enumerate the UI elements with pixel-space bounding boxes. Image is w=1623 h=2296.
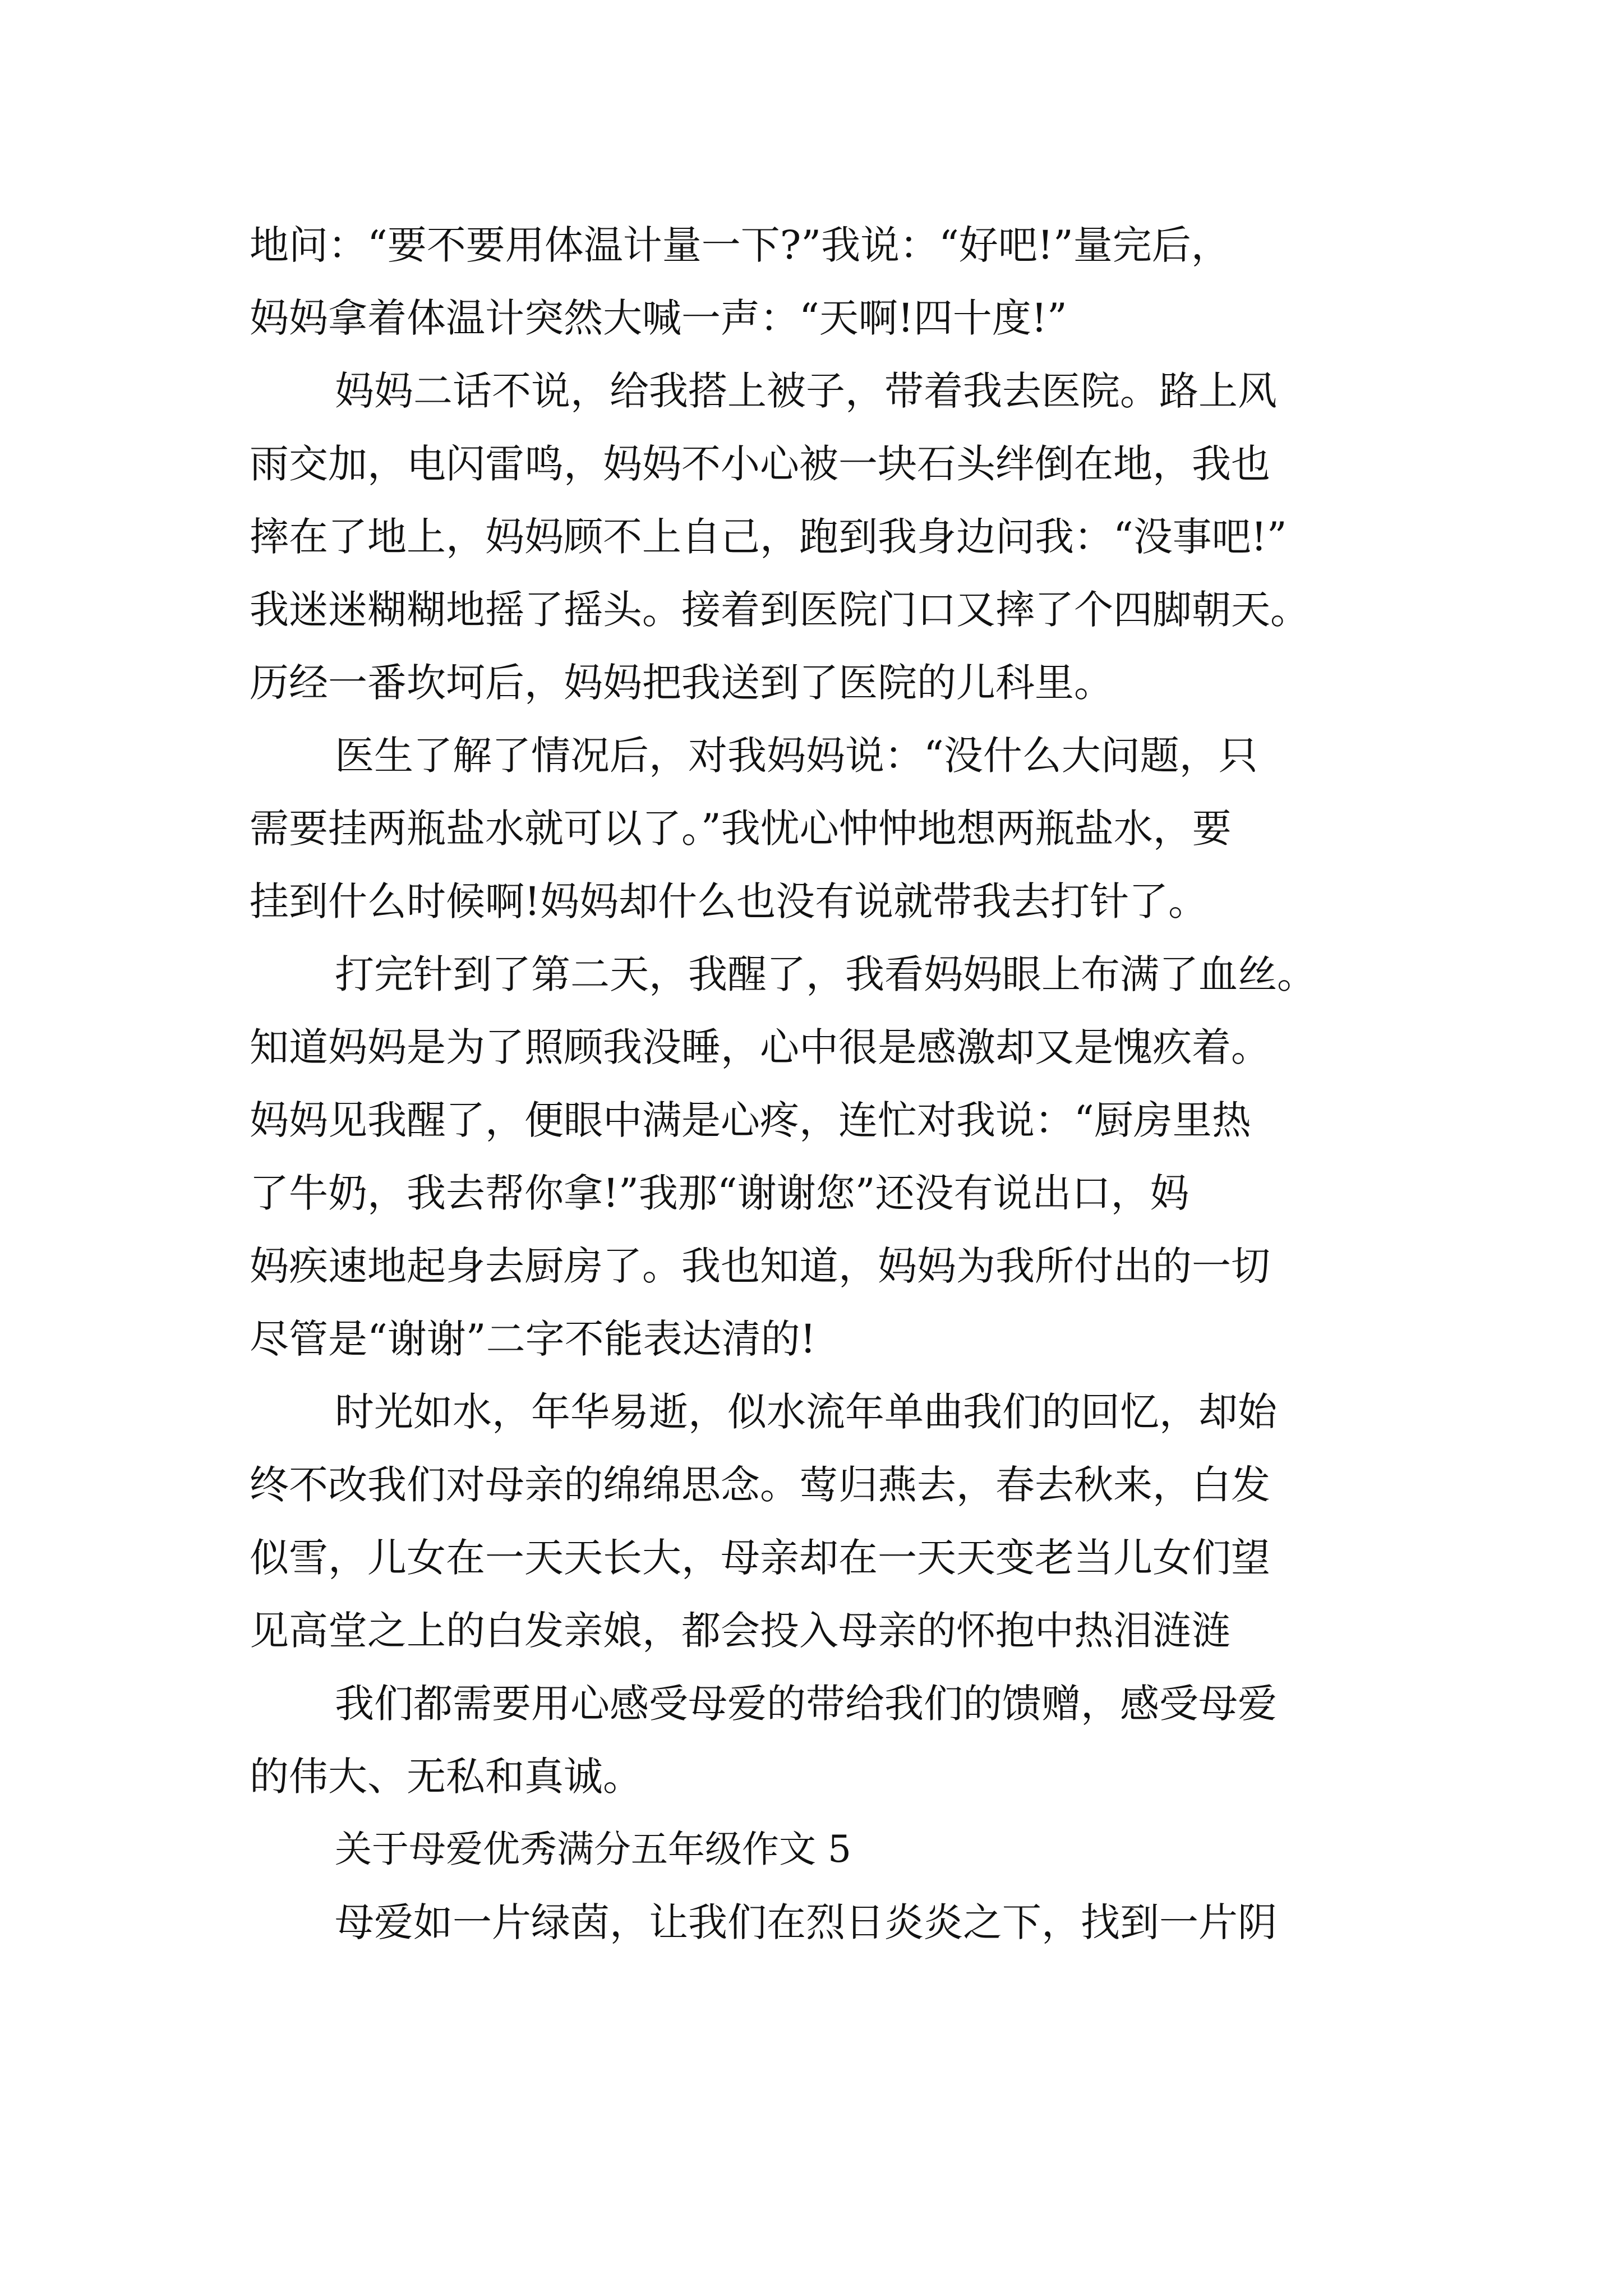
text-line: 见高堂之上的白发亲娘，都会投入母亲的怀抱中热泪涟涟 — [250, 1608, 1231, 1654]
text-line: 妈疾速地起身去厨房了。我也知道，妈妈为我所付出的一切 — [250, 1243, 1270, 1289]
text-line: 挂到什么时候啊!妈妈却什么也没有说就带我去打针了。 — [250, 878, 1208, 924]
text-line: 母爱如一片绿茵，让我们在烈日炎炎之下，找到一片阴 — [335, 1899, 1277, 1945]
text-line: 地问：“要不要用体温计量一下?”我说：“好吧!”量完后， — [250, 222, 1230, 268]
text-line: 知道妈妈是为了照顾我没睡，心中很是感激却又是愧疚着。 — [250, 1024, 1270, 1070]
text-line: 我迷迷糊糊地摇了摇头。接着到医院门口又摔了个四脚朝天。 — [250, 587, 1310, 633]
text-line: 尽管是“谢谢”二字不能表达清的! — [250, 1316, 816, 1362]
text-line: 需要挂两瓶盐水就可以了。”我忧心忡忡地想两瓶盐水，要 — [250, 806, 1232, 852]
section-heading: 关于母爱优秀满分五年级作文 5 — [335, 1828, 851, 1871]
text-line: 似雪，儿女在一天天长大，母亲却在一天天变老当儿女们望 — [250, 1535, 1270, 1581]
text-line: 妈妈二话不说，给我搭上被子，带着我去医院。路上风 — [335, 368, 1277, 414]
text-line: 医生了解了情况后，对我妈妈说：“没什么大问题，只 — [335, 733, 1258, 779]
text-line: 的伟大、无私和真诚。 — [250, 1754, 642, 1800]
text-line: 时光如水，年华易逝，似水流年单曲我们的回忆，却始 — [335, 1389, 1277, 1435]
text-line: 了牛奶，我去帮你拿!”我那“谢谢您”还没有说出口，妈 — [250, 1170, 1189, 1216]
text-line: 历经一番坎坷后，妈妈把我送到了医院的儿科里。 — [250, 660, 1113, 706]
text-line: 打完针到了第二天，我醒了，我看妈妈眼上布满了血丝。 — [335, 951, 1316, 997]
text-line: 妈妈拿着体温计突然大喊一声：“天啊!四十度!” — [250, 295, 1067, 341]
text-line: 我们都需要用心感受母爱的带给我们的馈赠，感受母爱 — [335, 1681, 1277, 1727]
text-line: 雨交加，电闪雷鸣，妈妈不小心被一块石头绊倒在地，我也 — [250, 441, 1270, 487]
text-line: 终不改我们对母亲的绵绵思念。莺归燕去，春去秋来，白发 — [250, 1462, 1270, 1508]
text-line: 摔在了地上，妈妈顾不上自己，跑到我身边问我：“没事吧!” — [250, 514, 1287, 560]
text-line: 妈妈见我醒了，便眼中满是心疼，连忙对我说：“厨房里热 — [250, 1097, 1251, 1143]
document-body — [250, 209, 1377, 1959]
